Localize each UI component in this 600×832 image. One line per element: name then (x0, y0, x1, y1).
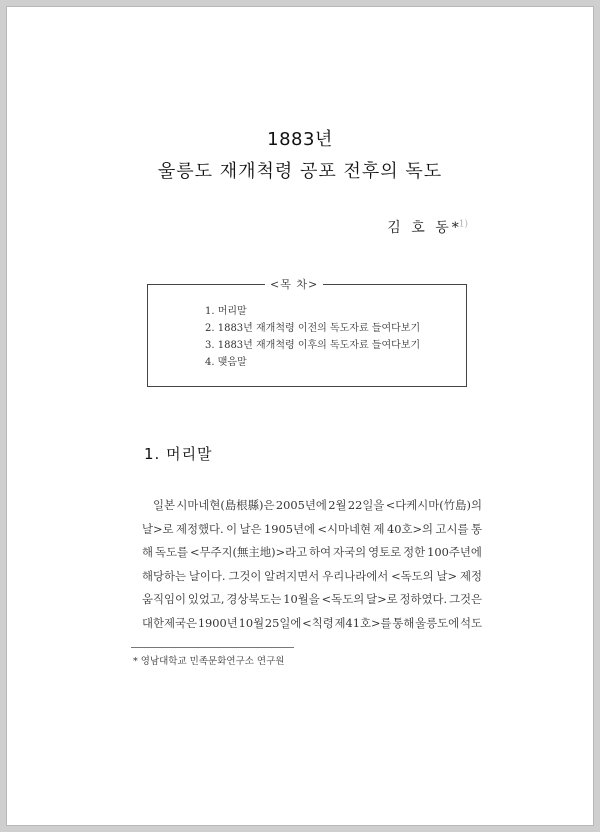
word: 움직임이 (142, 592, 187, 606)
word: 10월을 (283, 592, 320, 606)
word: 자국의 (333, 545, 367, 559)
word: 그것이 (228, 568, 262, 583)
title-main: 울릉도 재개척령 공포 전후의 독도 (157, 161, 443, 182)
word: 울릉도에 (415, 615, 460, 630)
word: 일본 (153, 498, 176, 512)
word: <칙령 (302, 615, 334, 630)
word: 통해 (392, 615, 415, 630)
word: 2005년에 (275, 498, 327, 512)
word: 1900년 (197, 615, 238, 630)
word: 정하였다. (399, 592, 448, 606)
word: 해 (142, 545, 154, 559)
section-heading: 1. 머리말 (144, 445, 213, 463)
word: 날은 (239, 521, 262, 536)
word: <독도의 (321, 592, 365, 606)
word: 2월 (328, 498, 347, 512)
word: 독도를 (155, 545, 189, 559)
word: 22일을 (347, 498, 385, 512)
word: 정한 (403, 545, 426, 559)
text-line (142, 588, 482, 612)
body-paragraph (142, 494, 482, 635)
word: <독도의 (391, 568, 434, 583)
word: 100주년에 (427, 545, 482, 559)
word: 1905년에 (264, 521, 316, 536)
toc-list (205, 303, 420, 371)
footnote-divider (131, 647, 294, 648)
word: 석도 (459, 615, 482, 630)
word: 시마네현(島根縣)은 (176, 498, 275, 512)
word: 해당하는 (142, 568, 187, 583)
word: 경상북도는 (226, 592, 282, 606)
word: 하여 (309, 545, 332, 559)
word: 제 (373, 521, 385, 536)
text-line (142, 494, 482, 518)
word: 제정 (459, 568, 482, 583)
text-line (142, 612, 482, 636)
word: 이 (226, 521, 238, 536)
word: 날> (436, 568, 458, 583)
word: 우리나라에서 (322, 568, 389, 583)
first-word (142, 494, 175, 518)
word: 10월 (238, 615, 265, 630)
text-line (142, 541, 482, 565)
toc-item: 3. 1883년 재개척령 이후의 독도자료 들여다보기 (205, 340, 421, 351)
word: 날이다. (188, 568, 226, 583)
word: 고시를 (435, 521, 469, 536)
word: 영토로 (368, 545, 402, 559)
author-footnote-number: 1) (458, 219, 468, 230)
author-footnote-mark: * (451, 220, 459, 236)
word: 40호>의 (386, 521, 434, 536)
word: 알려지면서 (264, 568, 320, 583)
document-page (6, 6, 594, 826)
word: 날>로 (142, 521, 174, 536)
word: 25일에 (264, 615, 302, 630)
text-line (142, 518, 482, 542)
word: 제41호>를 (334, 615, 392, 630)
toc-title: <목 차> (265, 276, 323, 292)
footnote: * 영남대학교 민족문화연구소 연구원 (133, 656, 285, 667)
author-name: 김 호 동 (387, 220, 452, 236)
author-line (387, 217, 468, 237)
word: <시마네현 (317, 521, 372, 536)
word: 대한제국은 (142, 615, 198, 630)
toc-item: 4. 맺음말 (205, 357, 247, 368)
table-of-contents (147, 278, 467, 387)
word: 달>로 (366, 592, 398, 606)
toc-item: 2. 1883년 재개척령 이전의 독도자료 들여다보기 (205, 323, 421, 334)
word: <다케시마(竹島)의 (385, 498, 482, 512)
word: <무주지(無主地)>라고 (190, 545, 308, 559)
title-year: 1883년 (267, 129, 333, 150)
word: 있었고, (187, 592, 225, 606)
word: 제정했다. (176, 521, 224, 536)
text-line (142, 565, 482, 589)
toc-item: 1. 머리말 (205, 306, 247, 317)
word: 그것은 (448, 592, 482, 606)
word: 통 (470, 521, 482, 536)
